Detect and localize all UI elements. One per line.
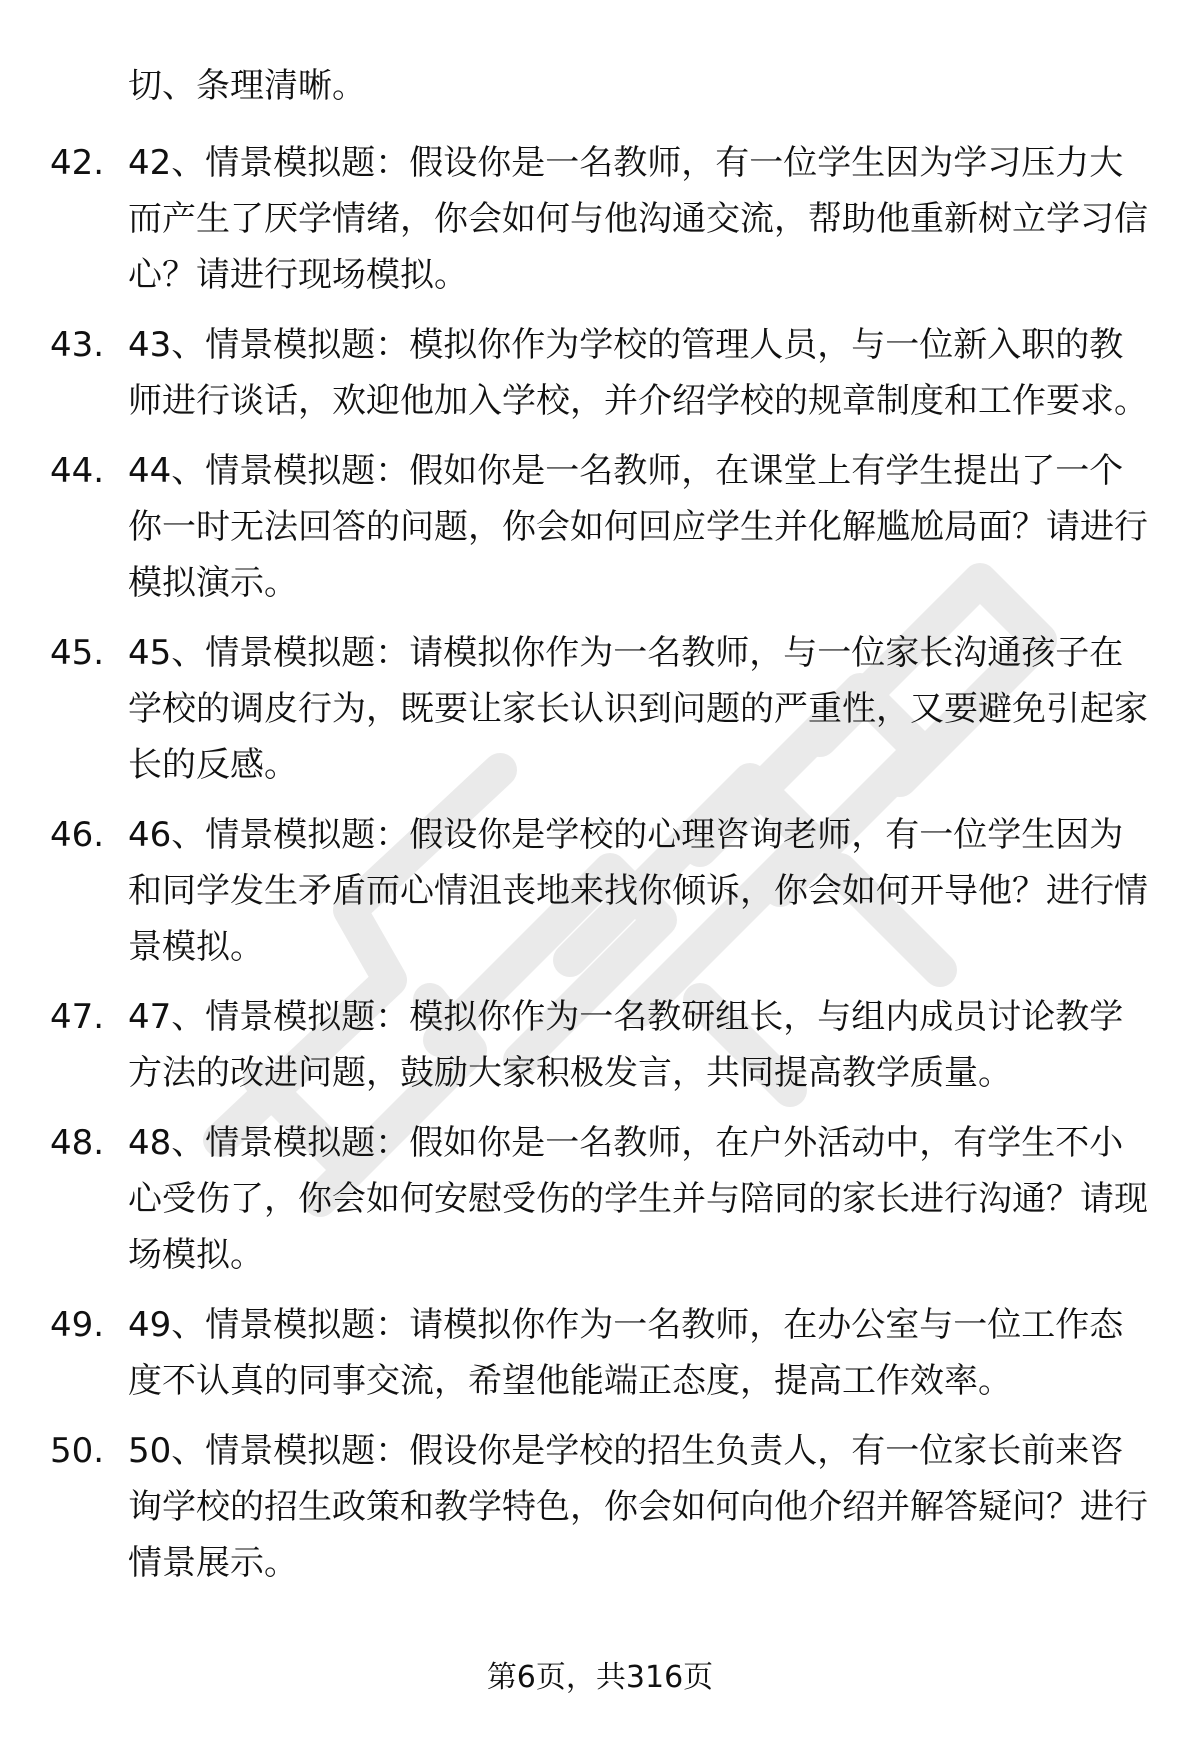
question-text: 44、情景模拟题：假如你是一名教师，在课堂上有学生提出了一个你一时无法回答的问题，你会如何回应学生并化解尴尬局面？请进行模拟演示。 xyxy=(128,451,1148,603)
question-text: 45、情景模拟题：请模拟你作为一名教师，与一位家长沟通孩子在学校的调皮行为，既要让家长认识到问题的严重性，又要避免引起家长的反感。 xyxy=(128,633,1148,785)
question-number: 42. xyxy=(50,143,105,183)
question-text: 43、情景模拟题：模拟你作为学校的管理人员，与一位新入职的教师进行谈话，欢迎他加入学校，并介绍学校的规章制度和工作要求。 xyxy=(128,325,1148,421)
list-item xyxy=(0,625,1148,793)
question-text: 50、情景模拟题：假设你是学校的招生负责人，有一位家长前来咨询学校的招生政策和教学特色，你会如何向他介绍并解答疑问？进行情景展示。 xyxy=(128,1431,1148,1583)
question-text: 46、情景模拟题：假设你是学校的心理咨询老师，有一位学生因为和同学发生矛盾而心情沮丧地来找你倾诉，你会如何开导他？进行情景模拟。 xyxy=(128,815,1148,967)
list-item xyxy=(0,1297,1148,1409)
question-text: 49、情景模拟题：请模拟你作为一名教师，在办公室与一位工作态度不认真的同事交流，希望他能端正态度，提高工作效率。 xyxy=(128,1305,1124,1401)
list-item xyxy=(0,1423,1148,1591)
list-item xyxy=(0,989,1148,1101)
question-number: 49. xyxy=(50,1305,105,1345)
question-number: 50. xyxy=(50,1431,105,1471)
question-text: 47、情景模拟题：模拟你作为一名教研组长，与组内成员讨论教学方法的改进问题，鼓励大家积极发言，共同提高教学质量。 xyxy=(128,997,1124,1093)
list-item xyxy=(0,1115,1148,1283)
question-number: 48. xyxy=(50,1123,105,1163)
question-number: 47. xyxy=(50,997,105,1037)
list-item xyxy=(0,317,1148,429)
question-text: 48、情景模拟题：假如你是一名教师，在户外活动中，有学生不小心受伤了，你会如何安慰受伤的学生并与陪同的家长进行沟通？请现场模拟。 xyxy=(128,1123,1148,1275)
continuation-text: 切、条理清晰。 xyxy=(128,66,366,106)
question-number: 46. xyxy=(50,815,105,855)
question-number: 45. xyxy=(50,633,105,673)
list-item xyxy=(0,443,1148,611)
question-number: 44. xyxy=(50,451,105,491)
list-item xyxy=(0,135,1148,303)
question-text: 42、情景模拟题：假设你是一名教师，有一位学生因为学习压力大而产生了厌学情绪，你会如何与他沟通交流，帮助他重新树立学习信心？请进行现场模拟。 xyxy=(128,143,1148,295)
question-list xyxy=(0,135,1200,1605)
list-item xyxy=(0,807,1148,975)
page-footer: 第6页，共316页 xyxy=(486,1660,714,1695)
question-number: 43. xyxy=(50,325,105,365)
